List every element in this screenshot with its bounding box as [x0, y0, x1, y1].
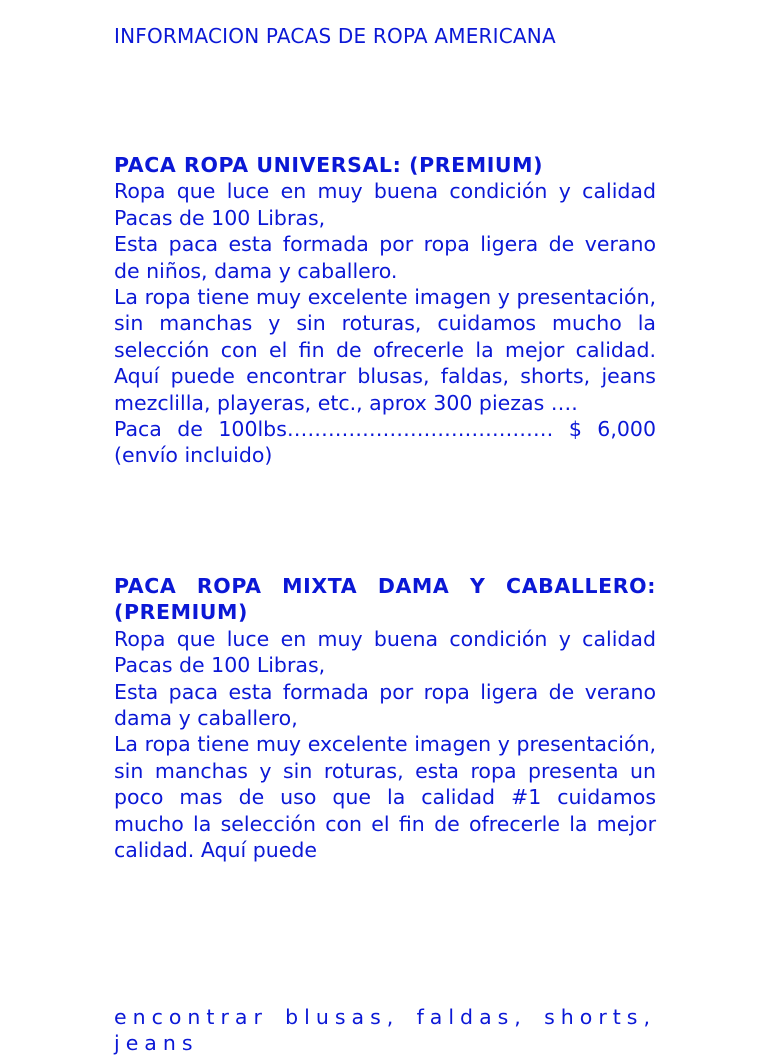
section-paragraph: La ropa tiene muy excelente imagen y presentación, sin manchas y sin roturas, cuidamos mucho la selección con el fin de ofrecerle la mejor calidad. Aquí puede encontrar blusas, faldas, shorts, jeans mezclilla, playeras, etc., aprox 300 piezas ….	[114, 285, 656, 415]
cut-off-text: encontrar blusas, faldas, shorts, jeans	[114, 1005, 656, 1056]
section-paragraph: La ropa tiene muy excelente imagen y presentación, sin manchas y sin roturas, esta ropa presenta un poco mas de uso que la calidad #1 cuidamos mucho la selección con el fin de ofrecerle la mejor calidad. Aquí puede	[114, 732, 656, 863]
section-heading: PACA ROPA MIXTA DAMA Y CABALLERO: (PREMIUM)	[114, 574, 656, 625]
section-paragraph: Ropa que luce en muy buena condición y calidad Pacas de 100 Libras,	[114, 179, 656, 230]
document-title: INFORMACION PACAS DE ROPA AMERICANA	[114, 24, 556, 48]
section-heading: PACA ROPA UNIVERSAL: (PREMIUM)	[114, 153, 544, 177]
section-universal	[114, 152, 656, 469]
section-mixta	[114, 573, 656, 863]
section-paragraph: Ropa que luce en muy buena condición y calidad Pacas de 100 Libras,	[114, 626, 656, 678]
section-paragraph: Esta paca esta formada por ropa ligera de verano dama y caballero,	[114, 679, 656, 731]
section-paragraph: Esta paca esta formada por ropa ligera de verano de niños, dama y caballero.	[114, 232, 656, 283]
price-paragraph: Paca de 100lbs………………………………… $ 6,000 (envío incluido)	[114, 417, 656, 468]
cut-off-text-line	[114, 1004, 656, 1056]
